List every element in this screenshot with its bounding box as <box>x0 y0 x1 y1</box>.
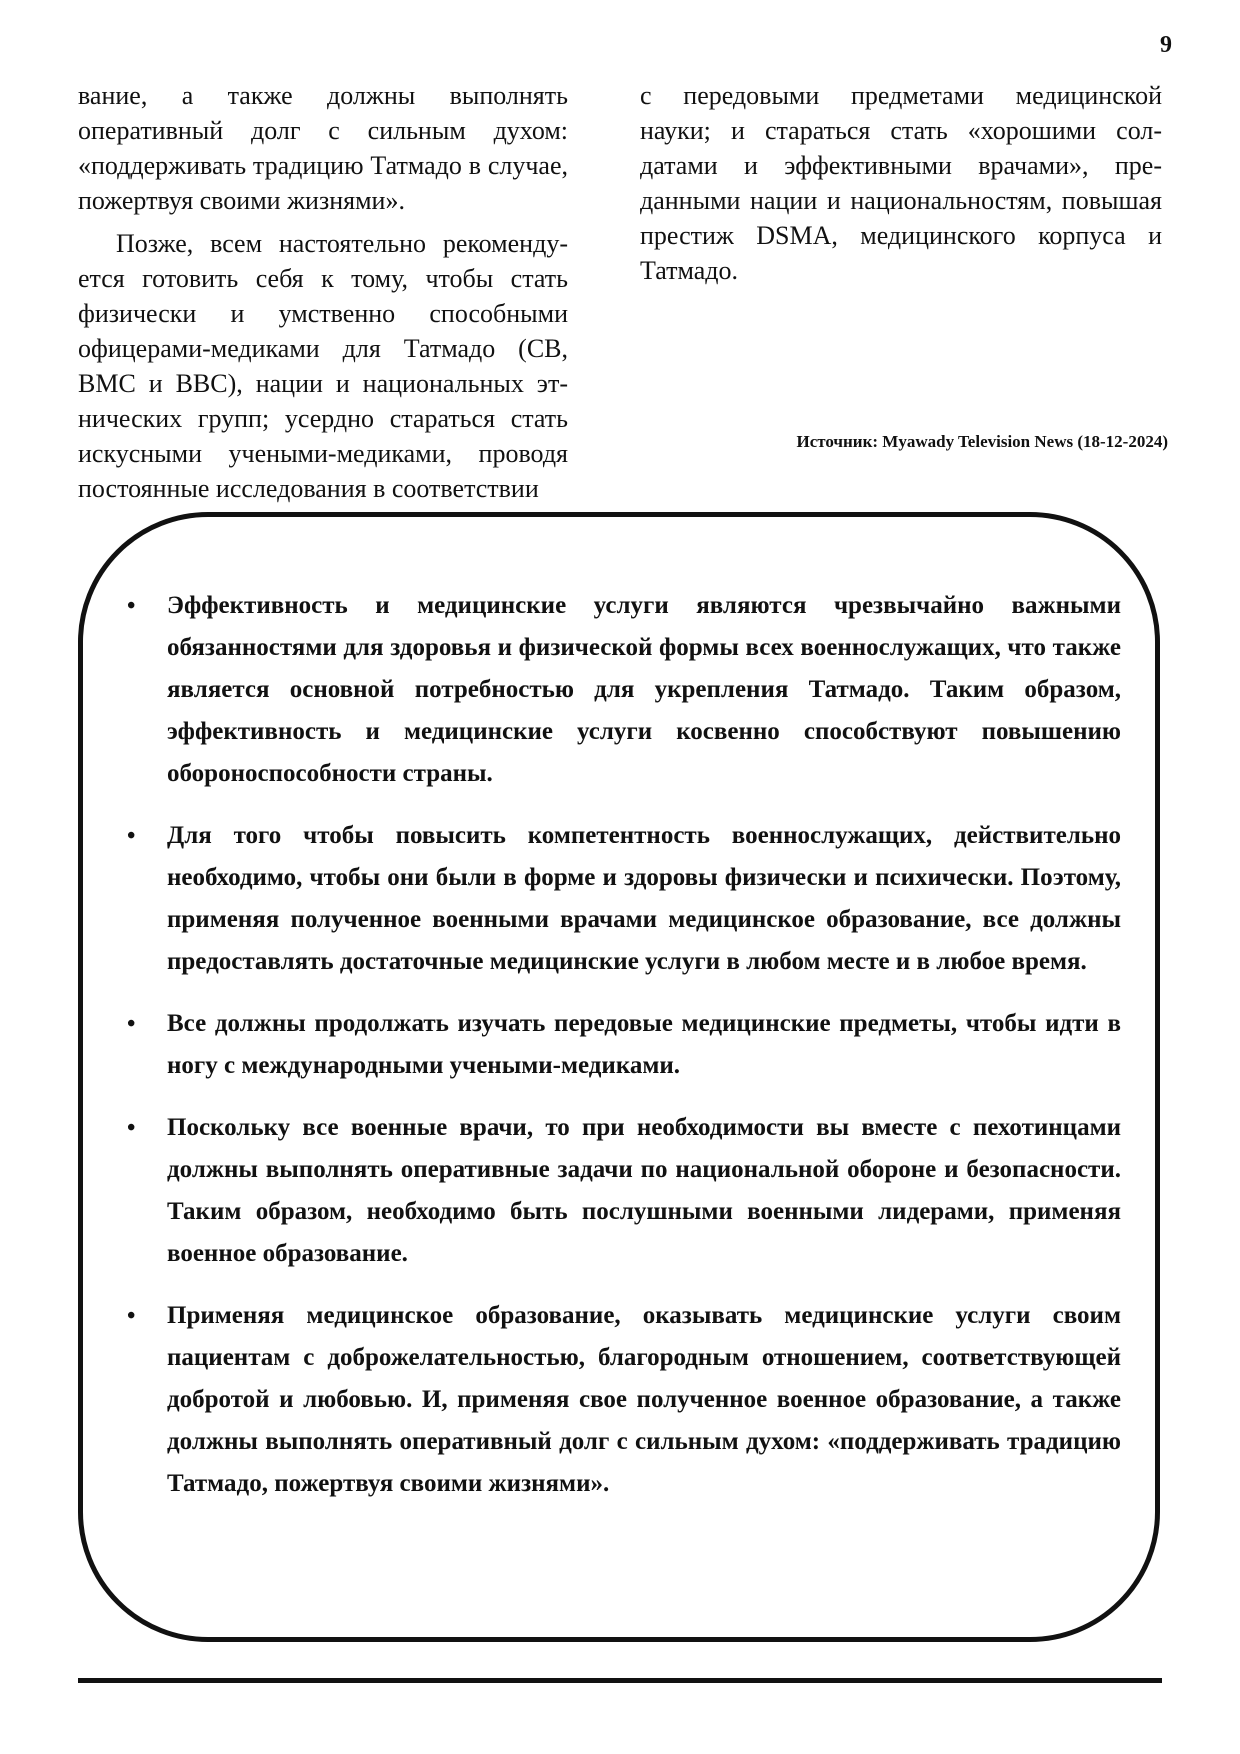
paragraph-continuation: с передовыми предметами медицинской науки; и стараться стать «хорошими солдатами и эффективными врачами», преданными нации и национальностям, повышая престиж DSMA, медицинского корпуса и Татмадо. <box>640 81 1162 285</box>
list-item-text: Все должны продолжать изучать передовые медицинские предметы, чтобы идти в ногу с международными учеными-медиками. <box>167 1010 1121 1079</box>
list-item <box>127 815 1121 983</box>
list-item <box>127 1003 1121 1087</box>
bullet-icon: • <box>127 823 136 849</box>
bullet-icon: • <box>127 1115 136 1141</box>
list-item-text: Для того чтобы повысить компетентность военнослужащих, действительно необходимо, чтобы они были в форме и здоровы физически и психически. Поэтому, применяя полученное военными врачами медицинское образование, все должны предоставлять достаточные медицинские услуги в любом месте и в любое время. <box>167 822 1121 975</box>
list-item-text: Применяя медицинское образование, оказывать медицинские услуги своим пациентам с доброжелательностью, благородным отношением, соответствующей добротой и любовью. И, применяя свое полученное военное образование, а также должны выполнять оперативный долг с сильным духом: «поддерживать традицию Татмадо, пожертвуя своими жизнями». <box>167 1302 1121 1497</box>
bullet-icon: • <box>127 593 136 619</box>
source-citation: Источник: Myawady Television News (18-12-2024) <box>796 432 1168 451</box>
list-item-text: Эффективность и медицинские услуги являются чрезвычайно важными обязанностями для здоровья и физической формы всех военнослужащих, что также является основной потребностью для укрепления Татмадо. Таким образом, эффективность и медицинские услуги косвенно способствуют повышению обороноспособности страны. <box>167 592 1121 787</box>
paragraph: Позже, всем настоятельно рекомендуется готовить себя к тому, чтобы стать физически и умственно способными офицерами-медиками для Татмадо (СВ, ВМС и ВВС), нации и национальных этнических групп; усердно стараться стать искусными учеными-медиками, проводя постоянные исследования в соответствии <box>78 229 568 503</box>
bullet-icon: • <box>127 1303 136 1329</box>
paragraph-continuation: вание, а также должны выполнять оперативный долг с сильным духом: «поддерживать традицию Татмадо в случае, пожертвуя своими жизнями». <box>78 81 568 215</box>
page-number: 9 <box>1160 32 1172 58</box>
list-item <box>127 1107 1121 1275</box>
key-points-list <box>127 585 1121 1525</box>
footer-rule <box>78 1678 1162 1683</box>
list-item-text: Поскольку все военные врачи, то при необходимости вы вместе с пехотинцами должны выполнять оперативные задачи по национальной обороне и безопасности. Таким образом, необходимо быть послушными военными лидерами, применяя военное образование. <box>167 1114 1121 1267</box>
key-points-box <box>78 512 1160 1642</box>
bullet-icon: • <box>127 1011 136 1037</box>
left-text-column <box>78 78 568 514</box>
list-item <box>127 585 1121 795</box>
right-text-column <box>640 78 1162 296</box>
list-item <box>127 1295 1121 1505</box>
